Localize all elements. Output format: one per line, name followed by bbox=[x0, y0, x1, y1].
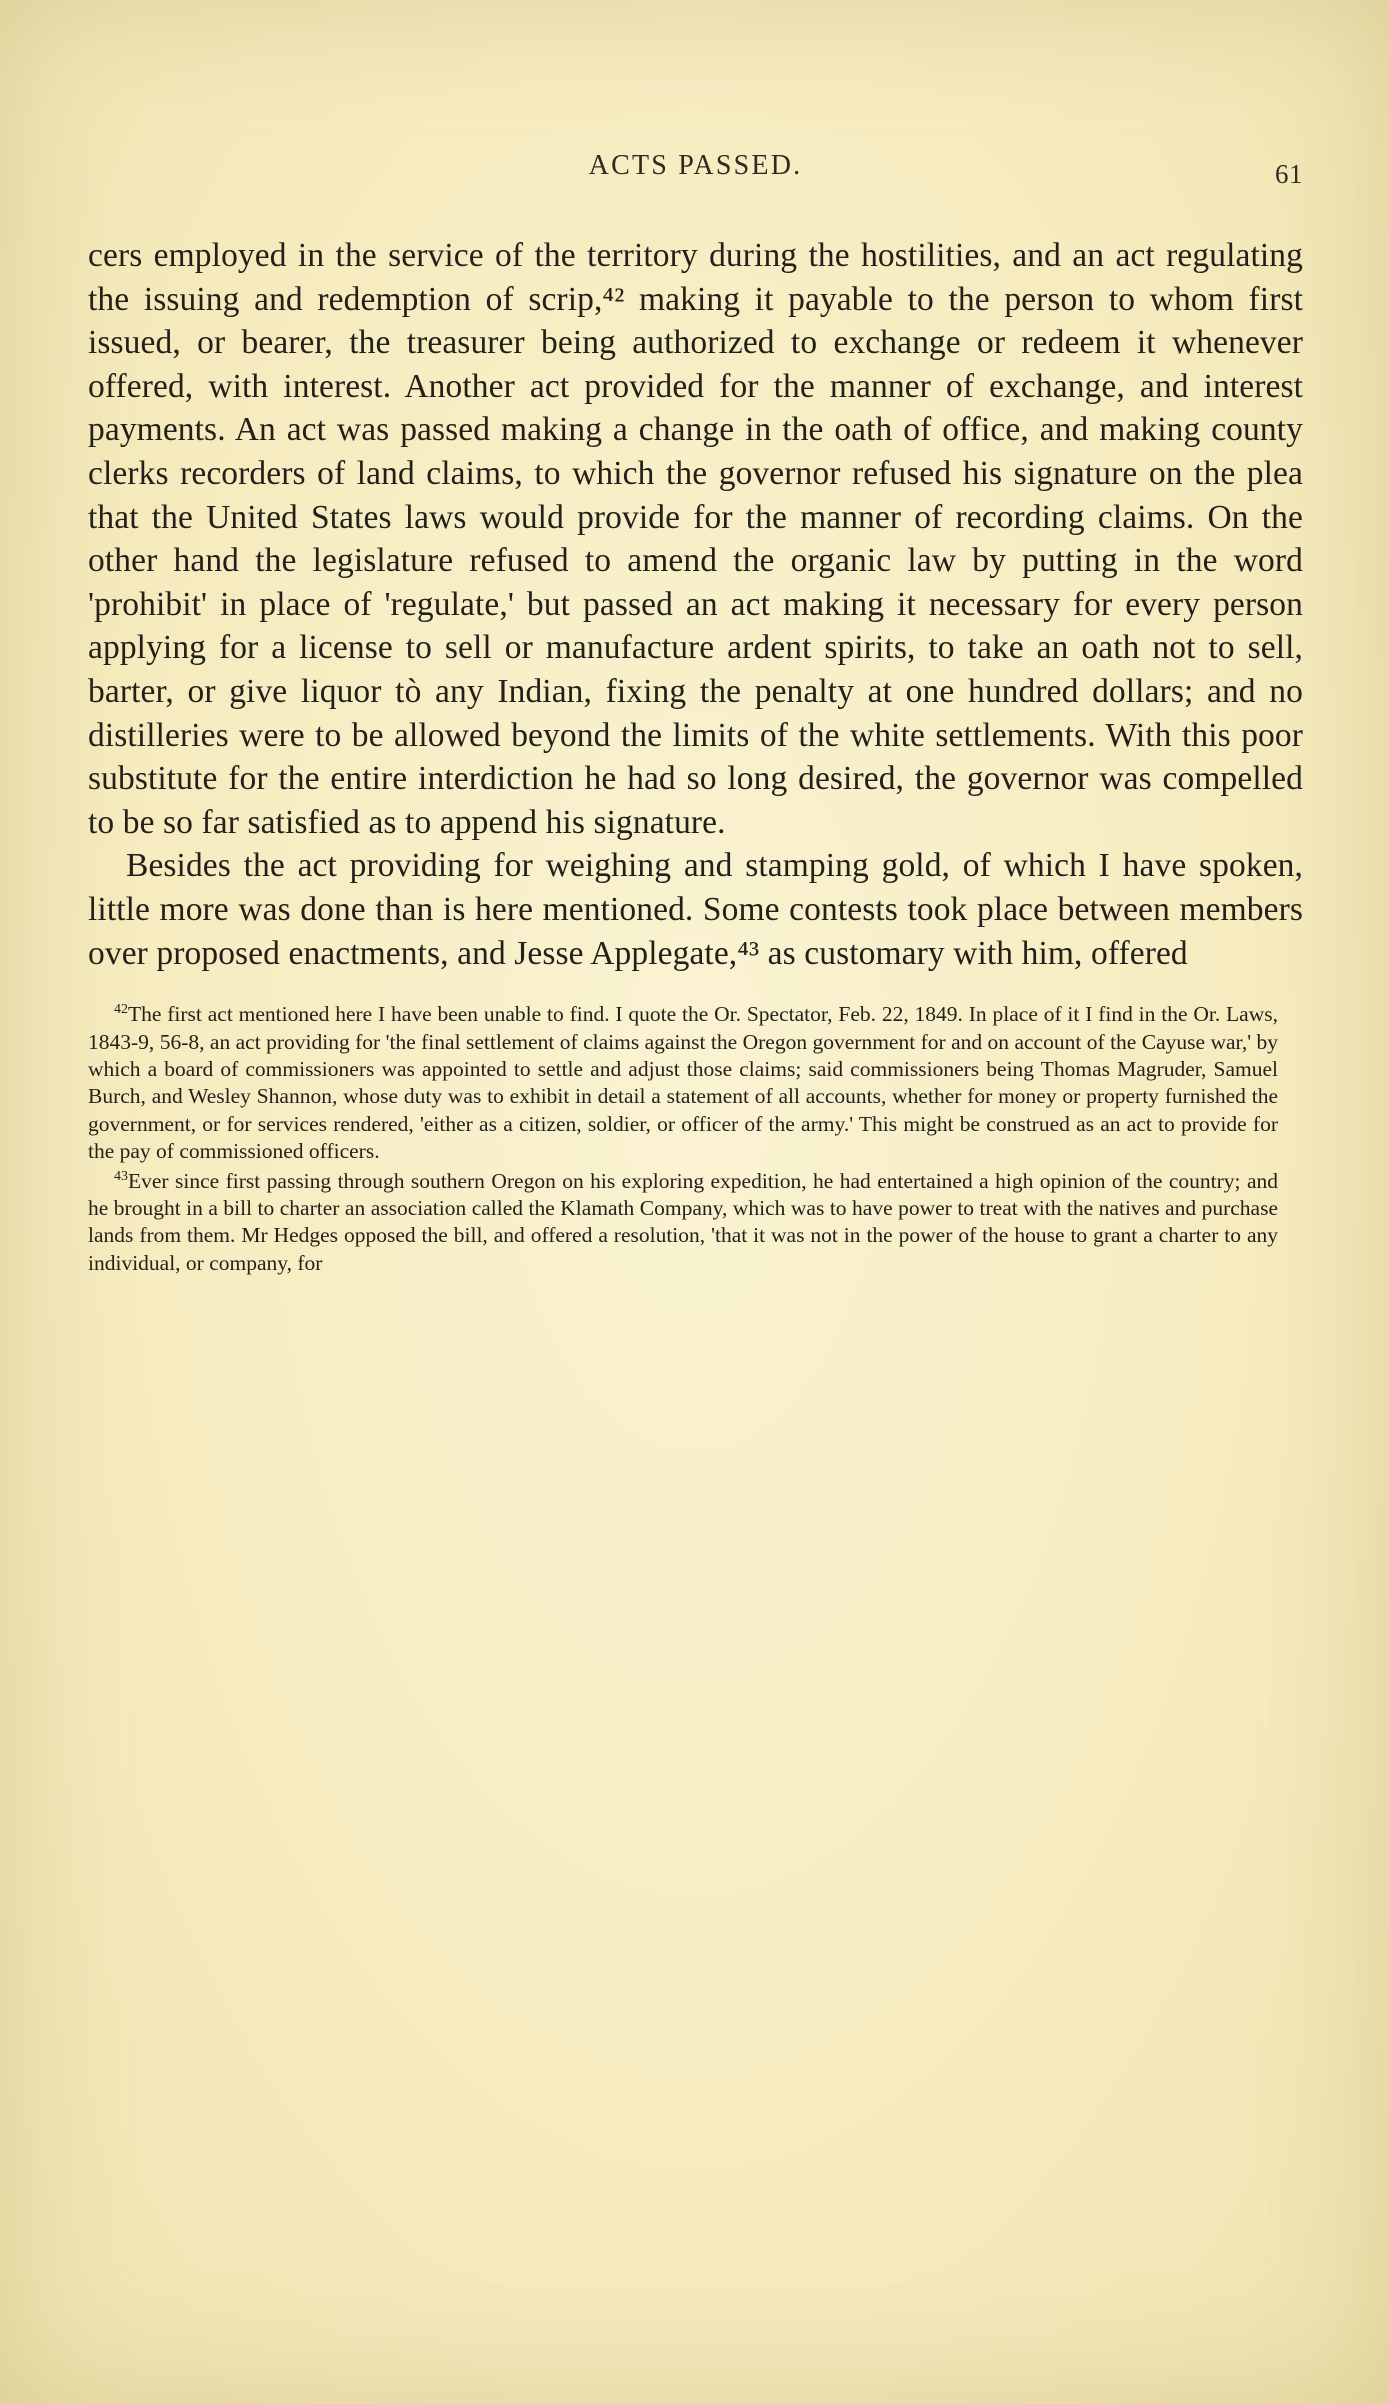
page-number: 61 bbox=[1275, 159, 1303, 189]
running-title: ACTS PASSED. bbox=[588, 150, 803, 181]
footnote-43 bbox=[88, 1168, 1278, 1278]
paragraph-1: cers employed in the service of the territory during the hostilities, and an act regulating the issuing and redemption of scrip,⁴² making it payable to the person to whom first issued, or bearer, the treasurer being authorized to exchange or redeem it whenever offered, with interest. Another act provided for the manner of exchange, and interest payments. An act was passed making a change in the oath of office, and making county clerks recorders of land claims, to which the governor refused his signature on the plea that the United States laws would provide for the manner of recording claims. On the other hand the legislature refused to amend the organic law by putting in the word 'prohibit' in place of 'regulate,' but passed an act making it necessary for every person applying for a license to sell or manufacture ardent spirits, to take an oath not to sell, barter, or give liquor tò any Indian, fixing the penalty at one hundred dollars; and no distilleries were to be allowed beyond the limits of the white settlements. With this poor substitute for the entire interdiction he had so long desired, the governor was compelled to be so far satisfied as to append his signature. bbox=[88, 237, 1303, 841]
paragraph-2: Besides the act providing for weighing and stamping gold, of which I have spoken, little more was done than is here mentioned. Some contests took place between members over proposed enactments, and Jesse Applegate,⁴³ as customary with him, offered bbox=[88, 847, 1303, 972]
footnote-marker-43: 43 bbox=[114, 1168, 128, 1184]
running-header bbox=[88, 150, 1303, 190]
footnote-marker-42: 42 bbox=[114, 1001, 128, 1017]
footnotes-block bbox=[88, 1001, 1278, 1277]
footnote-text-43: Ever since first passing through southern Oregon on his exploring expedition, he had entertained a high opinion of the country; and he brought in a bill to charter an association called the Klamath Company, which was to have power to treat with the natives and purchase lands from them. Mr Hedges opposed the bill, and offered a resolution, 'that it was not in the power of the house to grant a charter to any individual, or company, for bbox=[88, 1168, 1278, 1275]
page-content bbox=[88, 150, 1303, 1277]
footnote-42 bbox=[88, 1001, 1278, 1165]
footnote-text-42: The first act mentioned here I have been unable to find. I quote the Or. Spectator, Feb. 22, 1849. In place of it I find in the Or. Laws, 1843-9, 56-8, an act providing for 'the final settlement of claims against the Oregon government for and on account of the Cayuse war,' by which a board of commissioners was appointed to settle and adjust those claims; said commissioners being Thomas Magruder, Samuel Burch, and Wesley Shannon, whose duty was to exhibit in detail a statement of all accounts, whether for money or property furnished the government, or for services rendered, 'either as a citizen, soldier, or officer of the army.' This might be construed as an act to provide for the pay of commissioned officers. bbox=[88, 1002, 1278, 1164]
body-text bbox=[88, 234, 1303, 975]
